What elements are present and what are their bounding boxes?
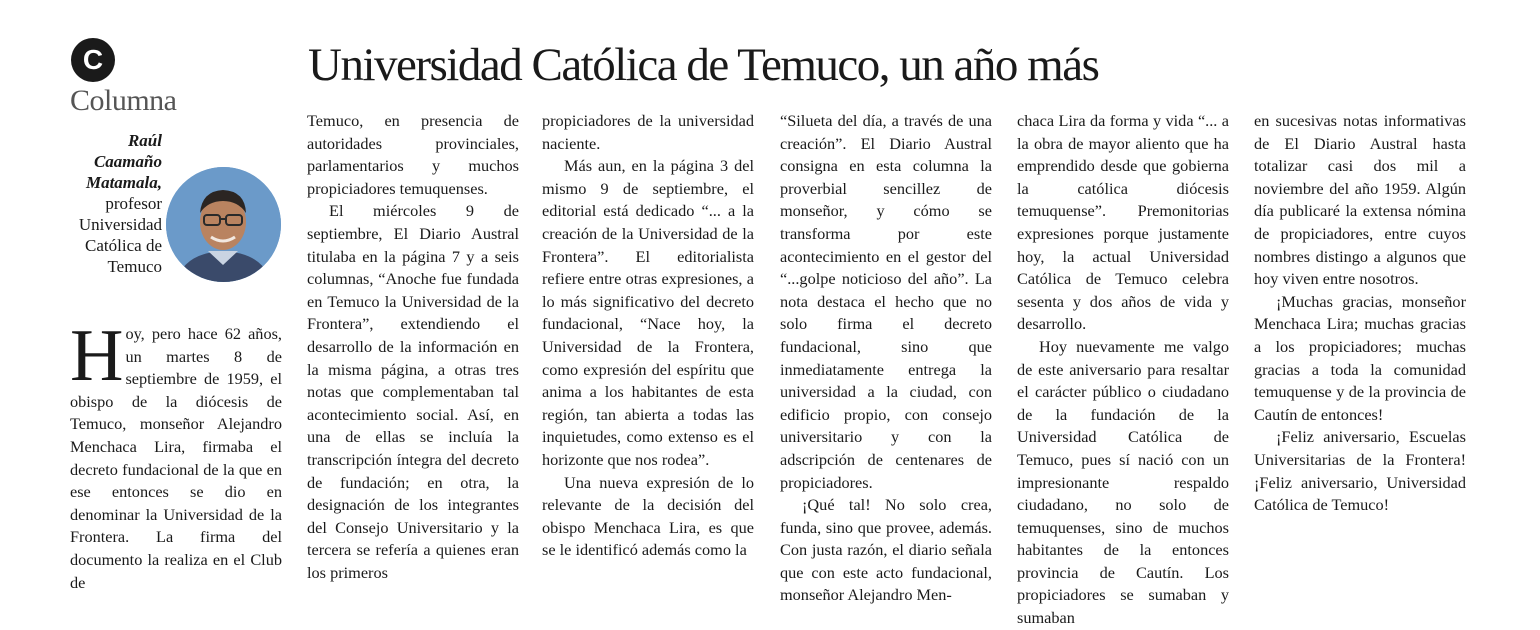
- article-column-4: [780, 110, 992, 607]
- article-paragraph: “Silueta del día, a través de una creación”. El Diario Austral consigna en esta columna la proverbial sencillez de monseñor, y cómo se transforma por este acontecimiento en el gestor del “...golpe noticioso del año”. La nota destaca el hecho que no solo firma el decreto fundacional, sino que inmediatamente entrega la universidad a la ciudad, con edificio propio, con consejo universitario y con la adscripción de centenares de propiciadores.: [780, 111, 992, 492]
- article-paragraph: en sucesivas notas informativas de El Diario Austral hasta totalizar casi dos mil a noviembre del año 1959. Algún día publicaré la extensa nómina de propiciadores, entre cuyos nombres distingo a algunos que hoy viven entre nosotros.: [1254, 111, 1466, 289]
- article-column-3: [542, 110, 754, 562]
- drop-cap: H: [70, 315, 124, 397]
- page-title: Universidad Católica de Temuco, un año más: [308, 39, 1099, 91]
- article-paragraph: El miércoles 9 de septiembre, El Diario Austral titulaba en la página 7 y a seis columnas, “Anoche fue fundada en Temuco la Universidad de la Frontera”, extendiendo el desarrollo de la información en la misma página, a otras tres notas que complementaban tal acontecimiento social. Así, en una de ellas se incluía la transcripción íntegra del decreto de fundación; en otra, la designación de los integrantes del Consejo Universitario y la tercera se refería a quienes eran los primeros: [307, 201, 519, 582]
- author-portrait-icon: [166, 167, 281, 282]
- article-paragraph: Hoy, pero hace 62 años, un martes 8 de septiembre de 1959, el obispo de la diócesis de Temuco, monseñor Alejandro Menchaca Lira, firmaba el decreto fundacional de la que en ese entonces se dio en denominar la Universidad de la Frontera. La firma del documento la realiza en el Club de: [70, 315, 282, 592]
- article-paragraph: ¡Muchas gracias, monseñor Menchaca Lira; muchas gracias a los propiciadores; muchas gracias a toda la comunidad temuquense y de la provincia de Cautín de entonces!: [1254, 291, 1466, 424]
- article-paragraph: Hoy nuevamente me valgo de este aniversario para resaltar el carácter público o ciudadano de la fundación de la Universidad Católica de Temuco, pues sí nació con un impresionante respaldo ciudadano, no solo de temuquenses, sino de muchos habitantes de la entonces provincia de Cautín. Los propiciadores se sumaban y sumaban: [1017, 336, 1229, 628]
- article-column-5: [1017, 110, 1229, 630]
- author-role: profesor Universidad Católica de Temuco: [78, 194, 162, 276]
- article-paragraph: Temuco, en presencia de autoridades provinciales, parlamentarios y muchos propiciadores temuquenses.: [307, 111, 519, 198]
- article-column-6: [1254, 110, 1466, 517]
- author-byline: [66, 130, 162, 277]
- article-paragraph: propiciadores de la universidad naciente.: [542, 111, 754, 153]
- article-column-1: [70, 315, 282, 594]
- article-column-2: [307, 110, 519, 584]
- column-logo: C: [71, 38, 115, 82]
- section-label: Columna: [70, 84, 177, 117]
- article-paragraph: ¡Qué tal! No solo crea, funda, sino que provee, además. Con justa razón, el diario señala que con este acto fundacional, monseñor Alejandro Men-: [780, 495, 992, 605]
- article-paragraph: Una nueva expresión de lo relevante de la decisión del obispo Menchaca Lira, es que se le identificó además como la: [542, 472, 754, 560]
- article-paragraph: Más aun, en la página 3 del mismo 9 de septiembre, el editorial está dedicado “... a la creación de la Universidad de la Frontera”. El editorialista refiere entre otras expresiones, a lo más significativo del decreto fundacional, “Nace hoy, la Universidad de la Frontera, como expresión del espíritu que anima a los habitantes de esta región, tan abierta a todas las inquietudes, como extenso es el horizonte que nos rodea”.: [542, 156, 754, 469]
- article-paragraph: chaca Lira da forma y vida “... a la obra de mayor aliento que ha emprendido desde que gobierna la católica diócesis temuquense”. Premonitorias expresiones porque justamente hoy, la actual Universidad Católica de Temuco celebra sesenta y dos años de vida y desarrollo.: [1017, 111, 1229, 334]
- author-photo: [166, 167, 281, 282]
- author-name: Raúl Caamaño Matamala,: [85, 131, 162, 192]
- article-paragraph: ¡Feliz aniversario, Escuelas Universitarias de la Frontera! ¡Feliz aniversario, Universidad Católica de Temuco!: [1254, 427, 1466, 515]
